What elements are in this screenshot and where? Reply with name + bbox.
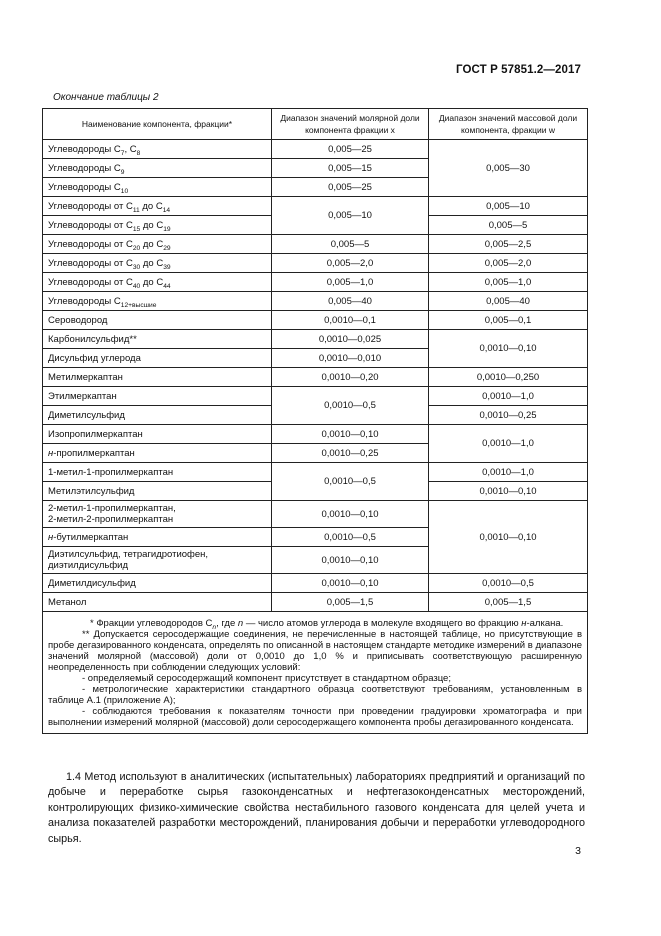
molar-cell: 0,005—25 xyxy=(272,140,429,159)
col-header-mass: Диапазон значений массовой доли компонента, фракции w xyxy=(429,109,588,140)
mass-cell: 0,0010—0,25 xyxy=(429,406,588,425)
molar-cell: 0,0010—0,10 xyxy=(272,425,429,444)
row-name: Дисульфид углерода xyxy=(43,349,272,368)
row-name: Углеводороды от $C_{40}$ до $C_{44}$ xyxy=(43,273,272,292)
table-row xyxy=(43,292,588,311)
row-name: н-пропилмеркаптан xyxy=(43,444,272,463)
molar-cell: 0,0010—0,010 xyxy=(272,349,429,368)
mass-cell: 0,005—30 xyxy=(429,140,588,197)
molar-cell: 0,0010—0,5 xyxy=(272,387,429,425)
table-row xyxy=(43,593,588,612)
table-row xyxy=(43,574,588,593)
row-name: Углеводороды $C_9$ xyxy=(43,159,272,178)
mass-cell: 0,005—1,0 xyxy=(429,273,588,292)
table-header-row xyxy=(43,109,588,140)
molar-cell: 0,005—10 xyxy=(272,197,429,235)
molar-cell: 0,0010—0,1 xyxy=(272,311,429,330)
row-name: Углеводороды $C_{10}$ xyxy=(43,178,272,197)
mass-cell: 0,005—2,0 xyxy=(429,254,588,273)
molar-cell: 0,0010—0,5 xyxy=(272,528,429,547)
molar-cell: 0,0010—0,10 xyxy=(272,501,429,528)
row-name: 1-метил-1-пропилмеркаптан xyxy=(43,463,272,482)
row-name: Диметилдисульфид xyxy=(43,574,272,593)
mass-cell: 0,005—2,5 xyxy=(429,235,588,254)
table-row xyxy=(43,368,588,387)
table-row xyxy=(43,235,588,254)
mass-cell: 0,0010—1,0 xyxy=(429,387,588,406)
mass-cell: 0,0010—0,10 xyxy=(429,330,588,368)
mass-cell: 0,005—0,1 xyxy=(429,311,588,330)
row-name: н-бутилмеркаптан xyxy=(43,528,272,547)
molar-cell: 0,0010—0,5 xyxy=(272,463,429,501)
molar-cell: 0,0010—0,10 xyxy=(272,547,429,574)
table-row xyxy=(43,501,588,528)
table-row xyxy=(43,330,588,349)
table-row xyxy=(43,425,588,444)
molar-cell: 0,0010—0,10 xyxy=(272,574,429,593)
molar-cell: 0,0010—0,025 xyxy=(272,330,429,349)
molar-cell: 0,005—1,5 xyxy=(272,593,429,612)
mass-cell: 0,0010—0,10 xyxy=(429,482,588,501)
table-notes-row xyxy=(43,612,588,734)
row-name: Углеводороды от $C_{30}$ до $C_{39}$ xyxy=(43,254,272,273)
molar-cell: 0,005—5 xyxy=(272,235,429,254)
table-row xyxy=(43,463,588,482)
table-row xyxy=(43,197,588,216)
row-name: Углеводороды $C_7$, $C_8$ xyxy=(43,140,272,159)
table-row xyxy=(43,273,588,292)
molar-cell: 0,005—40 xyxy=(272,292,429,311)
table-notes xyxy=(43,612,588,734)
row-name: Сероводород xyxy=(43,311,272,330)
page-number: 3 xyxy=(575,845,581,857)
col-header-molar: Диапазон значений молярной доли компонента фракции x xyxy=(272,109,429,140)
table-row xyxy=(43,387,588,406)
molar-cell: 0,005—2,0 xyxy=(272,254,429,273)
col-header-name: Наименование компонента, фракции* xyxy=(43,109,272,140)
row-name: Углеводороды от $C_{15}$ до $C_{19}$ xyxy=(43,216,272,235)
row-name: Метилмеркаптан xyxy=(43,368,272,387)
mass-cell: 0,0010—1,0 xyxy=(429,425,588,463)
section-1-4-paragraph: 1.4 Метод используют в аналитических (испытательных) лабораториях предприятий и организаций по добыче и переработке сырья газоконденсатных и нефтегазоконденсатных месторождений, контролирующих физико-химические свойства нестабильного газового конденсата для целей учета и анализа показателей разработки месторождений, планирования добычи и переработки углеводородного сырья. xyxy=(48,771,585,845)
note-condition-2: - метрологические характеристики стандартного образца соответствуют требованиям, установленным в таблице А.1 (приложение А); xyxy=(48,684,582,706)
table-row xyxy=(43,140,588,159)
row-name: 2-метил-1-пропилмеркаптан, 2-метил-2-пропилмеркаптан xyxy=(43,501,272,528)
molar-cell: 0,0010—0,25 xyxy=(272,444,429,463)
row-name: Метилэтилсульфид xyxy=(43,482,272,501)
row-name: Метанол xyxy=(43,593,272,612)
mass-cell: 0,005—1,5 xyxy=(429,593,588,612)
note-condition-3: - соблюдаются требования к показателям точности при проведении градуировки хроматографа и при выполнении измерений молярной (массовой) доли серосодержащего компонента пробы дегазированного конденсата. xyxy=(48,706,582,728)
mass-cell: 0,005—10 xyxy=(429,197,588,216)
mass-cell: 0,0010—0,5 xyxy=(429,574,588,593)
row-name: Изопропилмеркаптан xyxy=(43,425,272,444)
row-name: Углеводороды от $C_{20}$ до $C_{29}$ xyxy=(43,235,272,254)
mass-cell: 0,005—40 xyxy=(429,292,588,311)
molar-cell: 0,0010—0,20 xyxy=(272,368,429,387)
components-table xyxy=(42,108,588,734)
mass-cell: 0,005—5 xyxy=(429,216,588,235)
molar-cell: 0,005—25 xyxy=(272,178,429,197)
table-row xyxy=(43,254,588,273)
mass-cell: 0,0010—0,250 xyxy=(429,368,588,387)
note-2: ** Допускается серосодержащие соединения, не перечисленные в настоящей таблице, но присутствующие в пробе дегазированного конденсата, определять по описанной в настоящем стандарте методике измерений в диапазоне значений молярной (массовой) доли от 0,0010 до 1,0 % и приписывать соответствующую расширенную неопределенность при соблюдении следующих условий: xyxy=(48,629,582,673)
row-name: Углеводороды $C_{12+высшие}$ xyxy=(43,292,272,311)
molar-cell: 0,005—15 xyxy=(272,159,429,178)
row-name: Углеводороды от $C_{11}$ до $C_{14}$ xyxy=(43,197,272,216)
molar-cell: 0,005—1,0 xyxy=(272,273,429,292)
table-row xyxy=(43,311,588,330)
table-caption: Окончание таблицы 2 xyxy=(53,92,159,103)
mass-cell: 0,0010—0,10 xyxy=(429,501,588,574)
row-name: Этилмеркаптан xyxy=(43,387,272,406)
note-1: * Фракции углеводородов $C_n$, где n — число атомов углерода в молекуле входящего во фракцию н-алкана. xyxy=(90,618,564,631)
row-name: Карбонилсульфид** xyxy=(43,330,272,349)
row-name: Диметилсульфид xyxy=(43,406,272,425)
standard-designation: ГОСТ Р 57851.2—2017 xyxy=(456,64,581,76)
mass-cell: 0,0010—1,0 xyxy=(429,463,588,482)
note-condition-1: - определяемый серосодержащий компонент присутствует в стандартном образце; xyxy=(82,673,451,684)
row-name: Диэтилсульфид, тетрагидротиофен, диэтилдисульфид xyxy=(43,547,272,574)
